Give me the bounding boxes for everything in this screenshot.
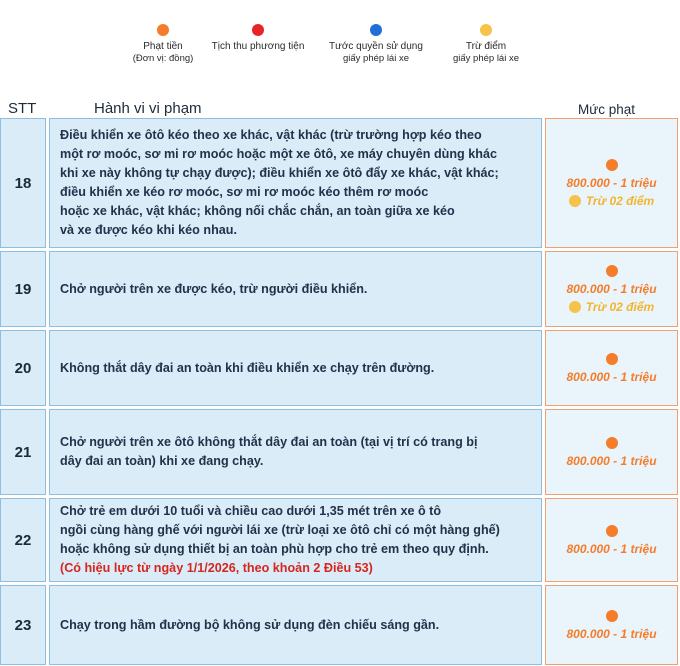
confiscation-dot-icon	[252, 24, 264, 36]
violation-line: Không thắt dây đai an toàn khi điều khiển xe chạy trên đường.	[60, 360, 435, 375]
legend-sub: giấy phép lái xe	[452, 53, 520, 64]
header-stt: STT	[8, 100, 37, 117]
fine-dot-icon	[606, 265, 618, 277]
table-row	[0, 330, 680, 406]
fine-amount: 800.000 - 1 triệu	[566, 541, 657, 556]
legend-confiscation	[202, 24, 314, 53]
table-row	[0, 409, 680, 495]
fine-amount: 800.000 - 1 triệu	[566, 175, 657, 190]
violation-text	[49, 585, 542, 665]
violation-text	[49, 251, 542, 327]
penalty-cell	[545, 251, 678, 327]
violation-line: khi xe này không tự chạy được); điều khiển xe ôtô đẩy xe khác, vật khác;	[60, 166, 499, 180]
points-label: Trừ 02 điểm	[585, 299, 655, 314]
legend-license-revocation	[320, 24, 432, 65]
legend-label: Tước quyền sử dụng	[329, 41, 423, 52]
legend-label: Tịch thu phương tiện	[211, 41, 305, 52]
fine-dot-icon	[606, 353, 618, 365]
row-number: 18	[0, 118, 46, 248]
violation-line: hoặc xe khác, vật khác; không nối chắc chắn, an toàn giữa xe kéo	[60, 204, 455, 218]
table-row	[0, 118, 680, 248]
legend-points	[440, 24, 532, 65]
violation-line: dây đai an toàn) khi xe đang chạy.	[60, 454, 264, 468]
violation-line: hoặc không sử dụng thiết bị an toàn phù hợp cho trẻ em theo quy định.	[60, 542, 489, 556]
points-deduction	[569, 194, 654, 208]
violation-line: điều khiển xe kéo rơ moóc, sơ mi rơ moóc kéo thêm rơ moóc	[60, 185, 429, 199]
violation-line: và xe được kéo khi kéo nhau.	[60, 223, 237, 237]
legend-label: Phạt tiền	[143, 41, 183, 52]
violation-text	[49, 498, 542, 582]
table-row	[0, 585, 680, 665]
violation-text	[49, 409, 542, 495]
penalty-cell	[545, 585, 678, 665]
legend	[0, 0, 680, 80]
row-number: 21	[0, 409, 46, 495]
violation-line: ngồi cùng hàng ghế với người lái xe (trừ loại xe ôtô chỉ có một hàng ghế)	[60, 523, 500, 537]
table-row	[0, 251, 680, 327]
points-deduction	[569, 300, 654, 314]
fine-dot-icon	[606, 437, 618, 449]
violation-line: Chạy trong hầm đường bộ không sử dụng đèn chiếu sáng gần.	[60, 617, 440, 632]
header-behavior: Hành vi vi phạm	[94, 100, 202, 117]
header-penalty: Mức phạt	[578, 102, 636, 117]
legend-label: Trừ điểm	[465, 41, 507, 52]
legend-fine	[128, 24, 198, 65]
fine-amount: 800.000 - 1 triệu	[566, 281, 657, 296]
fine-dot-icon	[606, 159, 618, 171]
violation-line: Điều khiển xe ôtô kéo theo xe khác, vật khác (trừ trường hợp kéo theo	[60, 128, 482, 142]
row-number: 19	[0, 251, 46, 327]
points-dot-icon	[569, 195, 581, 207]
fine-dot-icon	[157, 24, 169, 36]
table-row	[0, 498, 680, 582]
violation-text	[49, 118, 542, 248]
violation-text	[49, 330, 542, 406]
points-label: Trừ 02 điểm	[585, 193, 655, 208]
fine-amount: 800.000 - 1 triệu	[566, 626, 657, 641]
points-dot-icon	[569, 301, 581, 313]
violation-line: Chở trẻ em dưới 10 tuổi và chiều cao dưới 1,35 mét trên xe ô tô	[60, 504, 442, 518]
penalty-cell	[545, 409, 678, 495]
row-number: 20	[0, 330, 46, 406]
row-number: 23	[0, 585, 46, 665]
effective-date-note: (Có hiệu lực từ ngày 1/1/2026, theo khoản 2 Điều 53)	[60, 561, 373, 575]
legend-sub: (Đơn vị: đồng)	[132, 53, 194, 64]
fine-dot-icon	[606, 525, 618, 537]
violation-line: Chở người trên xe ôtô không thắt dây đai an toàn (tại vị trí có trang bị	[60, 435, 478, 449]
fine-amount: 800.000 - 1 triệu	[566, 453, 657, 468]
violation-line: một rơ moóc, sơ mi rơ moóc hoặc một xe ôtô, xe máy chuyên dùng khác	[60, 147, 497, 161]
legend-sub: giấy phép lái xe	[342, 53, 410, 64]
penalty-cell	[545, 330, 678, 406]
fine-amount: 800.000 - 1 triệu	[566, 369, 657, 384]
fine-dot-icon	[606, 610, 618, 622]
revocation-dot-icon	[370, 24, 382, 36]
points-dot-icon	[480, 24, 492, 36]
violation-line: Chở người trên xe được kéo, trừ người điều khiển.	[60, 281, 368, 296]
penalty-cell	[545, 118, 678, 248]
row-number: 22	[0, 498, 46, 582]
penalty-cell	[545, 498, 678, 582]
